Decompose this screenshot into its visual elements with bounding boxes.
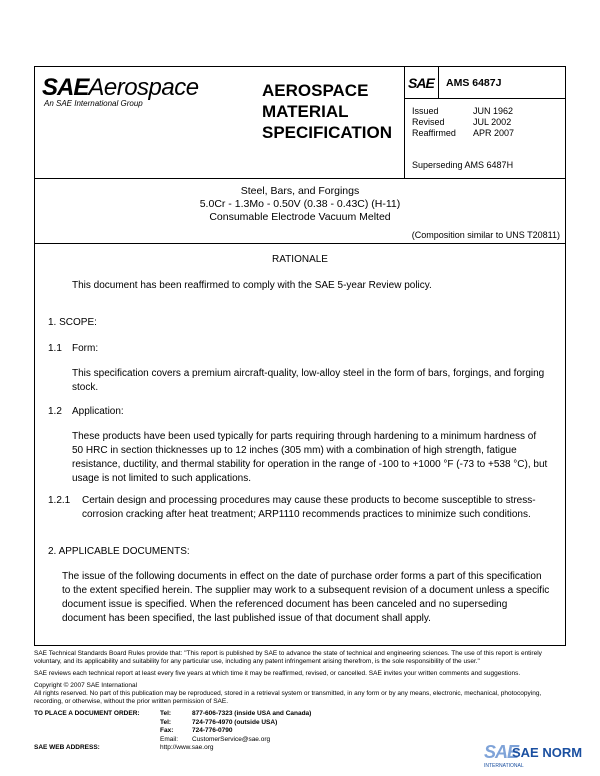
doc-type-title — [262, 80, 392, 143]
issued-label: Issued — [412, 106, 439, 116]
doc-type-line-2: MATERIAL — [262, 102, 349, 121]
footer-rights: All rights reserved. No part of this publication may be reproduced, stored in a retrieval system or transmitted, in any form or by any means, electronic, mechanical, photocopying, recording, or otherwise, without the prior written permission of SAE. — [34, 690, 542, 705]
composition-note: (Composition similar to UNS T20811) — [411, 230, 560, 240]
reaffirmed-value: APR 2007 — [473, 128, 515, 138]
tel-label: Tel: — [160, 710, 172, 717]
tel2-label: Tel: — [160, 718, 172, 726]
revised-value: JUL 2002 — [473, 117, 512, 127]
section-1-1-title: Form: — [72, 343, 99, 354]
title-block — [34, 185, 566, 224]
stamp-sae-text: SAE — [484, 742, 519, 762]
section-1-2-number: 1.2 — [48, 406, 62, 417]
reaffirmed-label: Reaffirmed — [412, 128, 456, 138]
tel2-value[interactable]: 724-776-4970 (outside USA) — [192, 718, 278, 726]
header-right-column-rule — [404, 66, 405, 178]
title-bottom-rule — [34, 243, 566, 244]
section-1-2-text: These products have been used typically for parts requiring through hardening to a minimum hardness of 50 HRC in section thicknesses up to 12 inches (305 mm) with a combination of high strength, fatigue resistance, ductility, and thermal stability for operation in the range of -100 to +1000 °F (-73 to +538 °C), but usage is not limited to such applications. — [72, 431, 548, 484]
section-1-1-text: This specification covers a premium aircraft-quality, low-alloy steel in the form of bars, forgings, and forging stock. — [72, 368, 545, 393]
section-1-2-1-text: Certain design and processing procedures may cause these products to become susceptible to stress-corrosion cracking after heat treatment; ARP1110 recommends practices to minimize such conditions. — [82, 495, 536, 520]
title-line-1: Steel, Bars, and Forgings — [240, 185, 360, 197]
email-value[interactable]: CustomerService@sae.org — [192, 735, 271, 743]
section-2-heading: 2. APPLICABLE DOCUMENTS: — [48, 546, 190, 557]
title-line-2: 5.0Cr - 1.3Mo - 0.50V (0.38 - 0.43C) (H-11) — [199, 198, 401, 210]
section-1-2-1-number: 1.2.1 — [48, 495, 71, 506]
order-label: TO PLACE A DOCUMENT ORDER: — [34, 710, 140, 717]
web-value[interactable]: http://www.sae.org — [160, 744, 214, 751]
tel-value[interactable]: 877-606-7323 (inside USA and Canada) — [192, 710, 312, 717]
email-label: Email: — [160, 735, 179, 743]
doc-number: AMS 6487J — [446, 77, 502, 89]
doc-number-box-bottom-rule — [404, 98, 566, 99]
document-frame — [34, 66, 566, 646]
logo-sae-text: SAE — [42, 74, 89, 101]
section-2-text: The issue of the following documents in effect on the date of purchase order forms a part of this specification to the extent specified herein. The supplier may work to a subsequent revision of a document unless a specific document issue is specified. When the referenced document has been canceled and no superseding document has been specified, the last published issue of that document shall apply. — [62, 571, 550, 624]
superseding-note: Superseding AMS 6487H — [412, 160, 514, 170]
footer-copyright: Copyright © 2007 SAE International — [34, 682, 138, 689]
rationale-heading: RATIONALE — [272, 254, 328, 265]
footer-review-note: SAE reviews each technical report at least every five years at which time it may be reaffirmed, revised, or cancelled. SAE invites your written comments and suggestions. — [34, 670, 521, 677]
doc-type-line-3: SPECIFICATION — [262, 123, 393, 142]
section-1-1-number: 1.1 — [48, 343, 62, 354]
rationale-text: This document has been reaffirmed to comply with the SAE 5-year Review policy. — [72, 280, 432, 291]
fax-value[interactable]: 724-776-0790 — [192, 727, 233, 734]
issued-value: JUN 1962 — [473, 106, 514, 116]
sae-aerospace-logo — [42, 74, 242, 102]
logo-subtitle: An SAE International Group — [44, 99, 143, 108]
fax-label: Fax: — [160, 727, 174, 734]
sae-norm-stamp — [484, 742, 584, 772]
section-1-heading: 1. SCOPE: — [48, 317, 97, 328]
doc-number-box-rule — [438, 66, 439, 98]
footer-technical-rules: SAE Technical Standards Board Rules provide that: "This report is published by SAE to advance the state of technical and engineering sciences. The use of this report is entirely voluntary, and its applicability and suitability for any particular use, including any patent infringement arising therefrom, is the sole responsibility of the user." — [34, 650, 542, 665]
stamp-norm-text: SAE NORM — [512, 745, 583, 760]
web-label: SAE WEB ADDRESS: — [34, 744, 100, 751]
title-line-3: Consumable Electrode Vacuum Melted — [209, 211, 391, 223]
logo-aerospace-text: Aerospace — [88, 74, 199, 101]
header-bottom-rule — [34, 178, 566, 179]
revised-label: Revised — [412, 117, 445, 127]
sae-small-logo: SAE — [408, 75, 434, 91]
doc-type-line-1: AEROSPACE — [262, 81, 369, 100]
stamp-sub-text: INTERNATIONAL — [484, 763, 524, 769]
section-1-2-title: Application: — [72, 406, 124, 417]
